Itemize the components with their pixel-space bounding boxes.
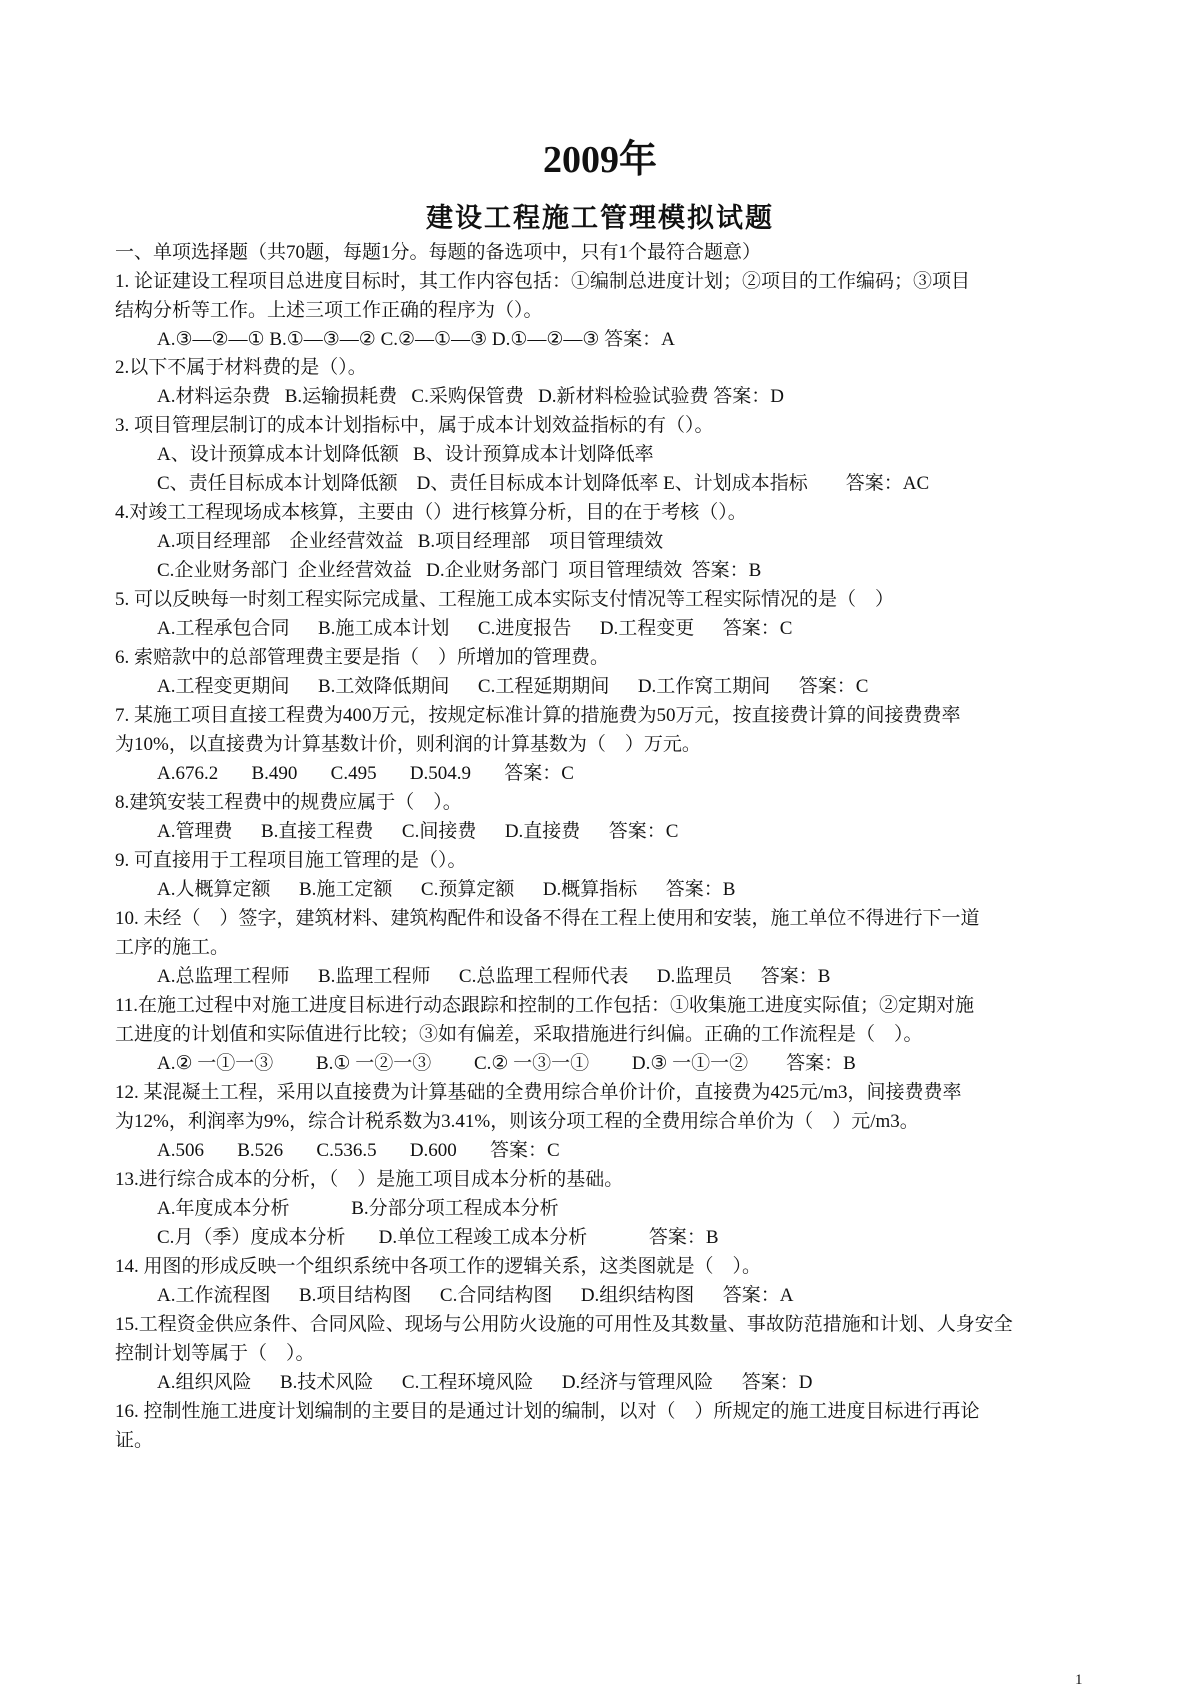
question-13-options-line-1: A.年度成本分析 B.分部分项工程成本分析 [157, 1198, 559, 1219]
question-15-stem-line-2: 控制计划等属于（ ）。 [115, 1343, 315, 1364]
question-12-stem-line-1: 12. 某混凝土工程，采用以直接费为计算基础的全费用综合单价计价，直接费为425元/m3，间接费费率 [115, 1082, 962, 1103]
question-4-stem: 4.对竣工工程现场成本核算，主要由（）进行核算分析，目的在于考核（）。 [115, 502, 747, 523]
question-2-options: A.材料运杂费 B.运输损耗费 C.采购保管费 D.新材料检验试验费 答案：D [157, 386, 785, 407]
question-9-stem: 9. 可直接用于工程项目施工管理的是（）。 [115, 850, 467, 871]
question-6-stem: 6. 索赔款中的总部管理费主要是指（ ）所增加的管理费。 [115, 647, 610, 668]
question-7-stem-line-1: 7. 某施工项目直接工程费为400万元，按规定标准计算的措施费为50万元，按直接费计算的间接费费率 [115, 705, 961, 726]
question-8-options: A.管理费 B.直接工程费 C.间接费 D.直接费 答案：C [157, 821, 679, 842]
question-8-stem: 8.建筑安装工程费中的规费应属于（ ）。 [115, 792, 462, 813]
question-13-stem: 13.进行综合成本的分析，（ ）是施工项目成本分析的基础。 [115, 1169, 624, 1190]
question-1-options: A.③—②—① B.①—③—② C.②—①—③ D.①—②—③ 答案：A [157, 329, 675, 350]
document-year-title: 2009年 [542, 139, 657, 181]
question-6-options: A.工程变更期间 B.工效降低期间 C.工程延期期间 D.工作窝工期间 答案：C [157, 676, 869, 697]
question-10-stem-line-1: 10. 未经（ ）签字，建筑材料、建筑构配件和设备不得在工程上使用和安装，施工单位不得进行下一道 [115, 908, 980, 929]
page-number: 1 [1075, 1672, 1083, 1688]
question-7-options: A.676.2 B.490 C.495 D.504.9 答案：C [157, 763, 574, 784]
question-10-stem-line-2: 工序的施工。 [115, 937, 230, 958]
question-3-options-line-2: C、责任目标成本计划降低额 D、责任目标成本计划降低率 E、计划成本指标 答案：AC [157, 473, 930, 494]
question-5-stem: 5. 可以反映每一时刻工程实际完成量、工程施工成本实际支付情况等工程实际情况的是（ ） [115, 589, 895, 610]
question-12-stem-line-2: 为12%，利润率为9%，综合计税系数为3.41%，则该分项工程的全费用综合单价为（ ）元/m3。 [115, 1111, 919, 1132]
question-11-stem-line-2: 工进度的计划值和实际值进行比较；③如有偏差，采取措施进行纠偏。正确的工作流程是（ ）。 [115, 1024, 923, 1045]
question-15-stem-line-1: 15.工程资金供应条件、合同风险、现场与公用防火设施的可用性及其数量、事故防范措施和计划、人身安全 [115, 1314, 1013, 1335]
question-14-stem: 14. 用图的形成反映一个组织系统中各项工作的逻辑关系，这类图就是（ ）。 [115, 1256, 762, 1277]
document-main-title: 建设工程施工管理模拟试题 [426, 203, 774, 233]
question-16-stem-line-1: 16. 控制性施工进度计划编制的主要目的是通过计划的编制，以对（ ）所规定的施工进度目标进行再论 [115, 1401, 980, 1422]
question-7-stem-line-2: 为10%，以直接费为计算基数计价，则利润的计算基数为（ ）万元。 [115, 734, 701, 755]
question-11-stem-line-1: 11.在施工过程中对施工进度目标进行动态跟踪和控制的工作包括：①收集施工进度实际值；②定期对施 [115, 995, 975, 1016]
question-11-options: A.② 一①一③ B.① 一②一③ C.② 一③一① D.③ 一①一② 答案：B [157, 1053, 856, 1074]
question-5-options: A.工程承包合同 B.施工成本计划 C.进度报告 D.工程变更 答案：C [157, 618, 793, 639]
question-9-options: A.人概算定额 B.施工定额 C.预算定额 D.概算指标 答案：B [157, 879, 736, 900]
question-1-stem-line-2: 结构分析等工作。上述三项工作正确的程序为（）。 [115, 300, 543, 321]
question-3-stem: 3. 项目管理层制订的成本计划指标中，属于成本计划效益指标的有（）。 [115, 415, 714, 436]
question-16-stem-line-2: 证。 [115, 1430, 154, 1451]
question-10-options: A.总监理工程师 B.监理工程师 C.总监理工程师代表 D.监理员 答案：B [157, 966, 831, 987]
section-heading: 一、单项选择题（共70题，每题1分。每题的备选项中，只有1个最符合题意） [115, 242, 762, 263]
question-1-stem-line-1: 1. 论证建设工程项目总进度目标时，其工作内容包括：①编制总进度计划；②项目的工作编码；③项目 [115, 271, 971, 292]
question-15-options: A.组织风险 B.技术风险 C.工程环境风险 D.经济与管理风险 答案：D [157, 1372, 813, 1393]
question-12-options: A.506 B.526 C.536.5 D.600 答案：C [157, 1140, 560, 1161]
question-3-options-line-1: A、设计预算成本计划降低额 B、设计预算成本计划降低率 [157, 444, 654, 465]
question-13-options-line-2: C.月（季）度成本分析 D.单位工程竣工成本分析 答案：B [157, 1227, 719, 1248]
question-2-stem: 2.以下不属于材料费的是（）。 [115, 357, 367, 378]
question-14-options: A.工作流程图 B.项目结构图 C.合同结构图 D.组织结构图 答案：A [157, 1285, 794, 1306]
question-4-options-line-1: A.项目经理部 企业经营效益 B.项目经理部 项目管理绩效 [157, 531, 664, 552]
question-4-options-line-2: C.企业财务部门 企业经营效益 D.企业财务部门 项目管理绩效 答案：B [157, 560, 762, 581]
